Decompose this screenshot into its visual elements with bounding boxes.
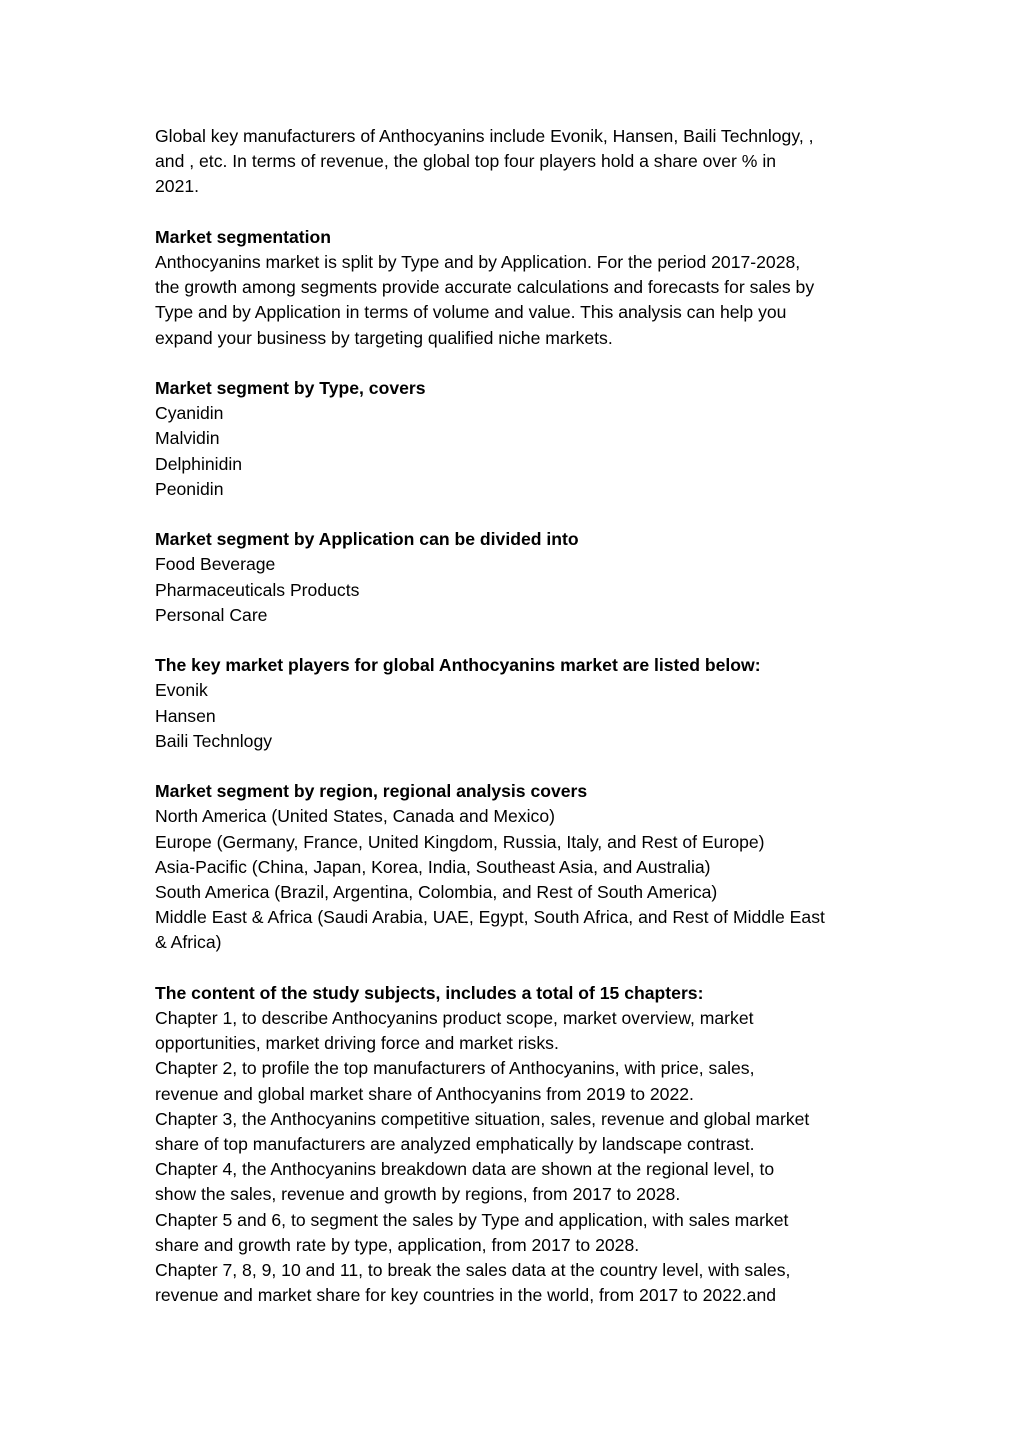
text-line: and , etc. In terms of revenue, the global top four players hold a share over % in bbox=[155, 151, 777, 172]
text-line: Global key manufacturers of Anthocyanins include Evonik, Hansen, Baili Technlogy, , bbox=[155, 126, 814, 146]
chapters-section bbox=[155, 981, 875, 1309]
list-item: Europe (Germany, France, United Kingdom, Russia, Italy, and Rest of Europe) bbox=[155, 831, 765, 852]
list-item: Food Beverage bbox=[155, 554, 276, 575]
region-section bbox=[155, 779, 875, 955]
intro-paragraph bbox=[155, 124, 875, 200]
section-heading: Market segmentation bbox=[155, 226, 331, 247]
section-heading: Market segment by region, regional analysis covers bbox=[155, 781, 588, 802]
list-item: South America (Brazil, Argentina, Colombia, and Rest of South America) bbox=[155, 882, 718, 903]
section-heading: The content of the study subjects, includes a total of 15 chapters: bbox=[155, 982, 704, 1003]
text-line: Chapter 5 and 6, to segment the sales by Type and application, with sales market bbox=[155, 1209, 789, 1230]
text-line: show the sales, revenue and growth by regions, from 2017 to 2028. bbox=[155, 1184, 681, 1205]
text-line: Chapter 3, the Anthocyanins competitive situation, sales, revenue and global market bbox=[155, 1108, 810, 1129]
section-heading: The key market players for global Anthocyanins market are listed below: bbox=[155, 655, 761, 676]
list-item: Delphinidin bbox=[155, 453, 243, 474]
text-line: share and growth rate by type, application, from 2017 to 2028. bbox=[155, 1234, 640, 1255]
text-line: Chapter 4, the Anthocyanins breakdown data are shown at the regional level, to bbox=[155, 1159, 775, 1180]
text-line: the growth among segments provide accurate calculations and forecasts for sales by bbox=[155, 277, 815, 298]
text-line: Type and by Application in terms of volume and value. This analysis can help you bbox=[155, 302, 787, 323]
type-section bbox=[155, 376, 875, 502]
list-item: Pharmaceuticals Products bbox=[155, 579, 360, 600]
text-line: revenue and market share for key countries in the world, from 2017 to 2022.and bbox=[155, 1285, 777, 1306]
list-item: Middle East & Africa (Saudi Arabia, UAE, Egypt, South Africa, and Rest of Middle East bbox=[155, 907, 825, 928]
section-heading: Market segment by Application can be divided into bbox=[155, 529, 579, 550]
list-item: Asia-Pacific (China, Japan, Korea, India, Southeast Asia, and Australia) bbox=[155, 856, 711, 877]
text-line: Chapter 1, to describe Anthocyanins product scope, market overview, market bbox=[155, 1008, 754, 1029]
players-section bbox=[155, 653, 875, 754]
list-item: Cyanidin bbox=[155, 403, 224, 424]
document-page bbox=[155, 124, 875, 1308]
section-heading: Market segment by Type, covers bbox=[155, 378, 426, 398]
list-item: & Africa) bbox=[155, 932, 222, 953]
segmentation-section bbox=[155, 225, 875, 351]
application-section bbox=[155, 527, 875, 628]
list-item: Baili Technlogy bbox=[155, 730, 273, 751]
text-line: Chapter 2, to profile the top manufacturers of Anthocyanins, with price, sales, bbox=[155, 1058, 755, 1079]
text-line: Anthocyanins market is split by Type and by Application. For the period 2017-2028, bbox=[155, 252, 801, 272]
list-item: Malvidin bbox=[155, 428, 220, 449]
text-line: share of top manufacturers are analyzed emphatically by landscape contrast. bbox=[155, 1134, 755, 1155]
text-line: opportunities, market driving force and market risks. bbox=[155, 1033, 559, 1054]
list-item: North America (United States, Canada and Mexico) bbox=[155, 806, 555, 827]
text-line: 2021. bbox=[155, 176, 200, 197]
text-line: Chapter 7, 8, 9, 10 and 11, to break the sales data at the country level, with sales, bbox=[155, 1260, 791, 1281]
text-line: revenue and global market share of Anthocyanins from 2019 to 2022. bbox=[155, 1083, 694, 1104]
text-line: expand your business by targeting qualified niche markets. bbox=[155, 327, 613, 348]
list-item: Personal Care bbox=[155, 604, 268, 625]
list-item: Hansen bbox=[155, 705, 216, 726]
list-item: Peonidin bbox=[155, 478, 224, 499]
list-item: Evonik bbox=[155, 680, 208, 701]
